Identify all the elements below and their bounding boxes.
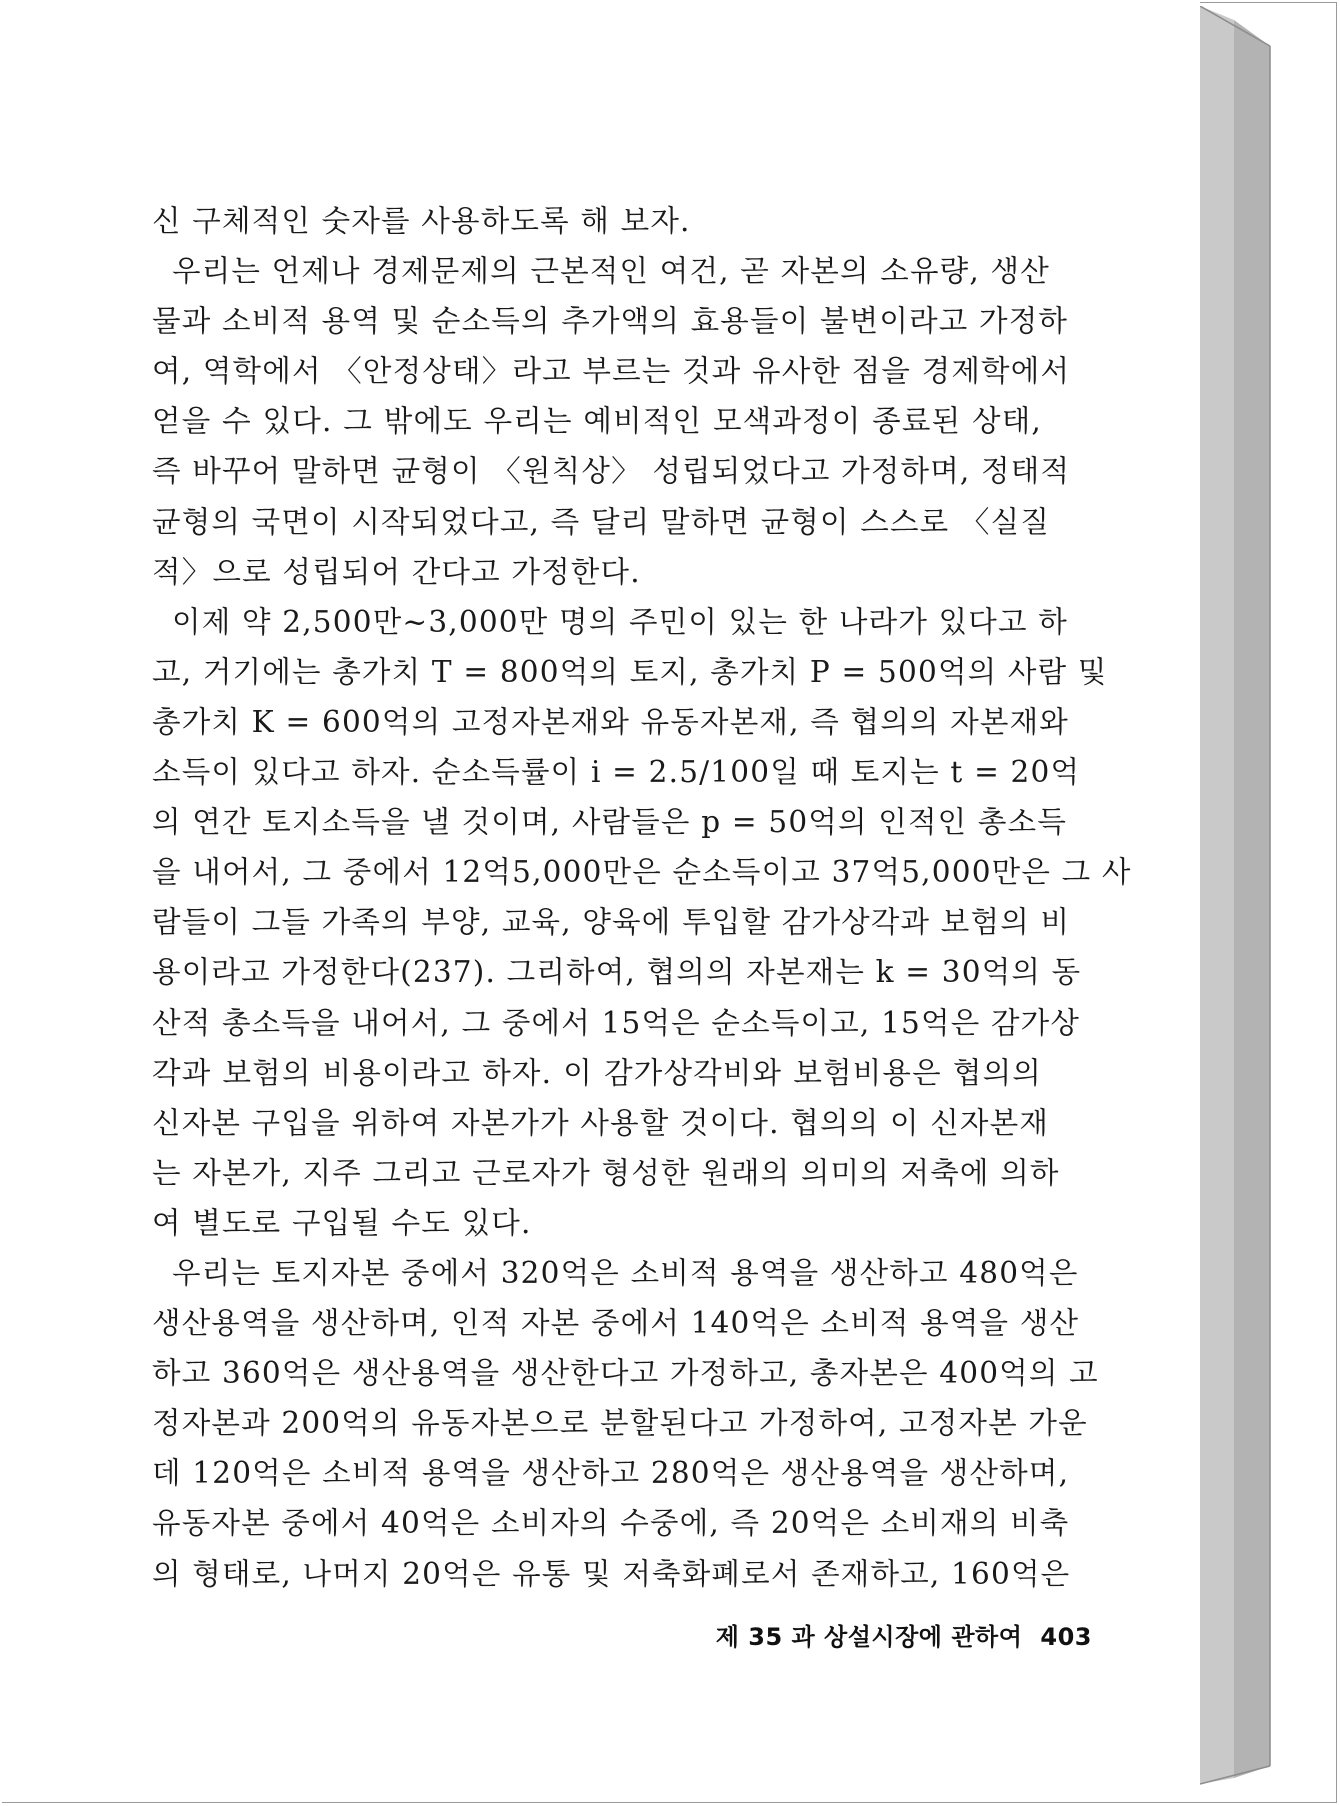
text-line: 는 자본가, 지주 그리고 근로자가 형성한 원래의 의미의 저축에 의하 [152,1155,1060,1190]
text-line: 각과 보험의 비용이라고 하자. 이 감가상각비와 보험비용은 협의의 [152,1055,1042,1090]
text-line: 적〉으로 성립되어 간다고 가정한다. [152,554,641,589]
body-text [152,196,1132,1599]
text-line: 람들이 그들 가족의 부양, 교육, 양육에 투입할 감가상각과 보험의 비 [152,905,1071,940]
text-line: 균형의 국면이 시작되었다고, 즉 달리 말하면 균형이 스스로 〈실질 [152,504,1051,539]
text-line: 을 내어서, 그 중에서 12억5,000만은 순소득이고 37억5,000만은 그 사 [152,855,1132,890]
book-edge [1200,6,1280,1786]
text-line: 생산용역을 생산하며, 인적 자본 중에서 140억은 소비적 용역을 생산 [152,1306,1080,1341]
text-line: 얻을 수 있다. 그 밖에도 우리는 예비적인 모색과정이 종료된 상태, [152,404,1042,439]
text-line: 우리는 언제나 경제문제의 근본적인 여건, 곧 자본의 소유량, 생산 [172,254,1050,289]
text-line: 데 120억은 소비적 용역을 생산하고 280억은 생산용역을 생산하며, [152,1456,1070,1491]
text-line: 하고 360억은 생산용역을 생산한다고 가정하고, 총자본은 400억의 고 [152,1356,1099,1391]
text-line: 의 연간 토지소득을 낼 것이며, 사람들은 p = 50억의 인적인 총소득 [152,805,1068,840]
text-line: 신자본 구입을 위하여 자본가가 사용할 것이다. 협의의 이 신자본재 [152,1105,1050,1140]
text-line: 우리는 토지자본 중에서 320억은 소비적 용역을 생산하고 480억은 [172,1255,1079,1290]
text-line: 여, 역학에서 〈안정상태〉라고 부르는 것과 유사한 점을 경제학에서 [152,354,1071,389]
text-line: 이제 약 2,500만~3,000만 명의 주민이 있는 한 나라가 있다고 하 [172,604,1068,639]
text-line: 고, 거기에는 총가치 T = 800억의 토지, 총가치 P = 500억의 사람 및 [152,654,1108,689]
page-number: 403 [1040,1623,1092,1651]
text-line: 의 형태로, 나머지 20억은 유통 및 저축화폐로서 존재하고, 160억은 [152,1556,1071,1591]
text-line: 소득이 있다고 하자. 순소득률이 i = 2.5/100일 때 토지는 t = 20억 [152,755,1081,790]
text-line: 물과 소비적 용역 및 순소득의 추가액의 효용들이 불변이라고 가정하 [152,304,1069,339]
text-line: 산적 총소득을 내어서, 그 중에서 15억은 순소득이고, 15억은 감가상 [152,1005,1081,1040]
text-line: 신 구체적인 숫자를 사용하도록 해 보자. [152,204,691,238]
running-footer [716,1617,1092,1652]
chapter-title: 제 35 과 상설시장에 관하여 [715,1623,1023,1651]
text-line: 유동자본 중에서 40억은 소비자의 수중에, 즉 20억은 소비재의 비축 [152,1506,1070,1541]
text-line: 여 별도로 구입될 수도 있다. [152,1205,532,1240]
text-line: 총가치 K = 600억의 고정자본재와 유동자본재, 즉 협의의 자본재와 [152,704,1069,739]
text-line: 용이라고 가정한다(237). 그리하여, 협의의 자본재는 k = 30억의 동 [152,955,1082,990]
text-line: 정자본과 200억의 유동자본으로 분할된다고 가정하여, 고정자본 가운 [152,1406,1088,1441]
text-line: 즉 바꾸어 말하면 균형이 〈원칙상〉 성립되었다고 가정하며, 정태적 [152,454,1071,489]
